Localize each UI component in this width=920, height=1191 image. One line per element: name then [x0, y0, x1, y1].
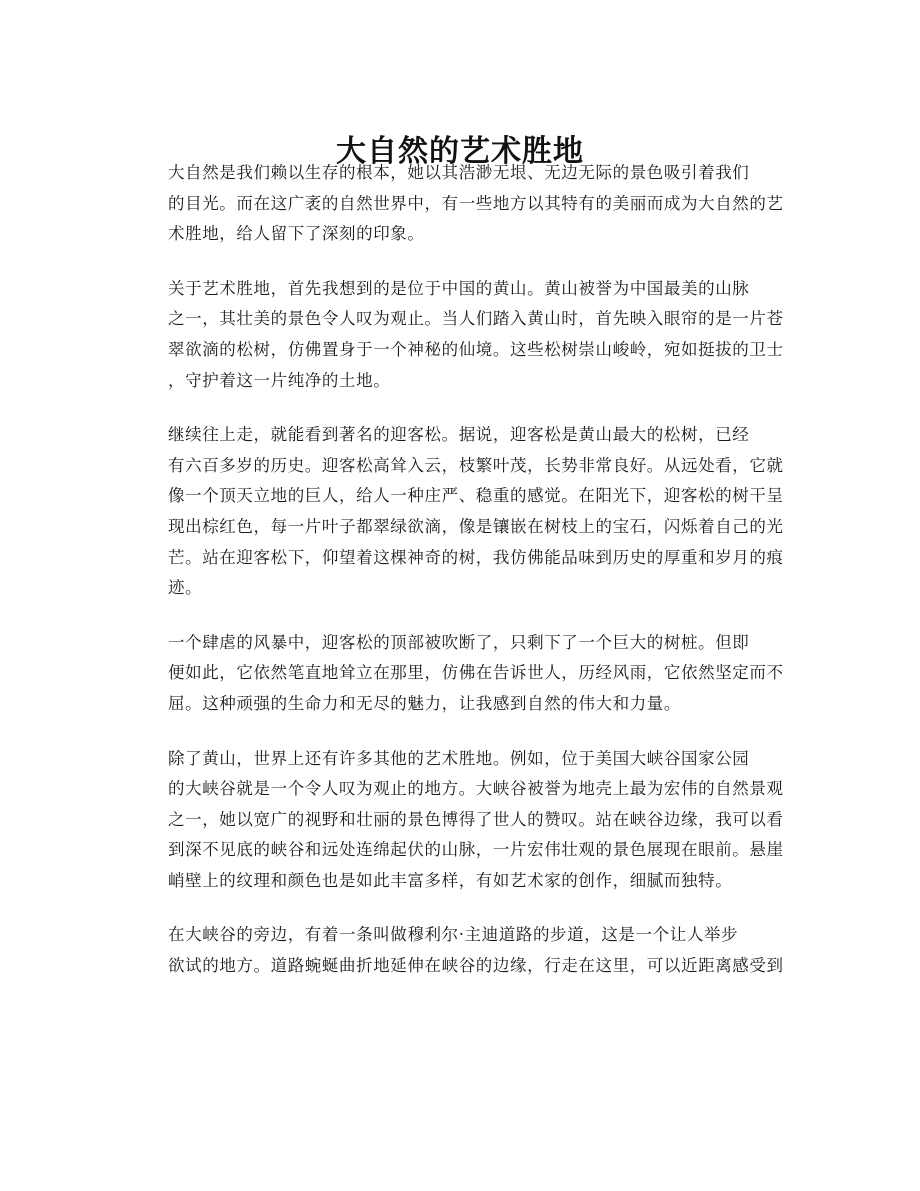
text-line: 除了黄山，世界上还有许多其他的艺术胜地。例如，位于美国大峡谷国家公园: [168, 748, 750, 768]
text-line: 有六百多岁的历史。迎客松高耸入云，枝繁叶茂，长势非常良好。从远处看，它就: [168, 455, 784, 475]
text-line: 在大峡谷的旁边，有着一条叫做穆利尔·主迪道路的步道，这是一个让人举步: [168, 925, 739, 945]
text-line: 之一，其壮美的景色令人叹为观止。当人们踏入黄山时，首先映入眼帘的是一片苍: [168, 309, 784, 329]
paragraph: [135, 158, 793, 250]
text-line: 迹。: [168, 578, 203, 598]
text-line: ，守护着这一片纯净的土地。: [168, 370, 391, 390]
text-line: 峭壁上的纹理和颜色也是如此丰富多样，有如艺术家的创作，细腻而独特。: [168, 870, 733, 890]
text-line: 到深不见底的峡谷和远处连绵起伏的山脉，一片宏伟壮观的景色展现在眼前。悬崖: [168, 840, 784, 860]
text-line: 的目光。而在这广袤的自然世界中，有一些地方以其特有的美丽而成为大自然的艺: [168, 193, 784, 213]
document-title: 大自然的艺术胜地: [336, 134, 584, 170]
paragraph: [135, 628, 793, 720]
text-line: 之一，她以宽广的视野和壮丽的景色博得了世人的赞叹。站在峡谷边缘，我可以看: [168, 809, 784, 829]
paragraph: [135, 920, 793, 981]
text-line: 继续往上走，就能看到著名的迎客松。据说，迎客松是黄山最大的松树，已经: [168, 425, 750, 445]
text-line: 芒。站在迎客松下，仰望着这棵神奇的树，我仿佛能品味到历史的厚重和岁月的痕: [168, 547, 784, 567]
text-line: 的大峡谷就是一个令人叹为观止的地方。大峡谷被誉为地壳上最为宏伟的自然景观: [168, 779, 784, 799]
text-line: 术胜地，给人留下了深刻的印象。: [168, 224, 425, 244]
text-line: 翠欲滴的松树，仿佛置身于一个神秘的仙境。这些松树崇山峻岭，宛如挺拔的卫士: [168, 339, 784, 359]
text-line: 像一个顶天立地的巨人，给人一种庄严、稳重的感觉。在阳光下，迎客松的树干呈: [168, 486, 784, 506]
paragraph: [135, 420, 793, 604]
paragraph: [135, 744, 793, 897]
text-line: 欲试的地方。道路蜿蜒曲折地延伸在峡谷的边缘，行走在这里，可以近距离感受到: [168, 956, 784, 976]
document-body: [135, 158, 793, 1006]
text-line: 一个肆虐的风暴中，迎客松的顶部被吹断了，只剩下了一个巨大的树桩。但即: [168, 632, 750, 652]
text-line: 关于艺术胜地，首先我想到的是位于中国的黄山。黄山被誉为中国最美的山脉: [168, 278, 750, 298]
text-line: 现出棕红色，每一片叶子都翠绿欲滴，像是镶嵌在树枝上的宝石，闪烁着自己的光: [168, 516, 784, 536]
text-line: 大自然是我们赖以生存的根本，她以其浩渺无垠、无边无际的景色吸引着我们: [168, 163, 750, 182]
text-line: 便如此，它依然笔直地耸立在那里，仿佛在告诉世人，历经风雨，它依然坚定而不: [168, 663, 784, 683]
paragraph: [135, 274, 793, 396]
text-line: 屈。这种顽强的生命力和无尽的魅力，让我感到自然的伟大和力量。: [168, 693, 681, 713]
